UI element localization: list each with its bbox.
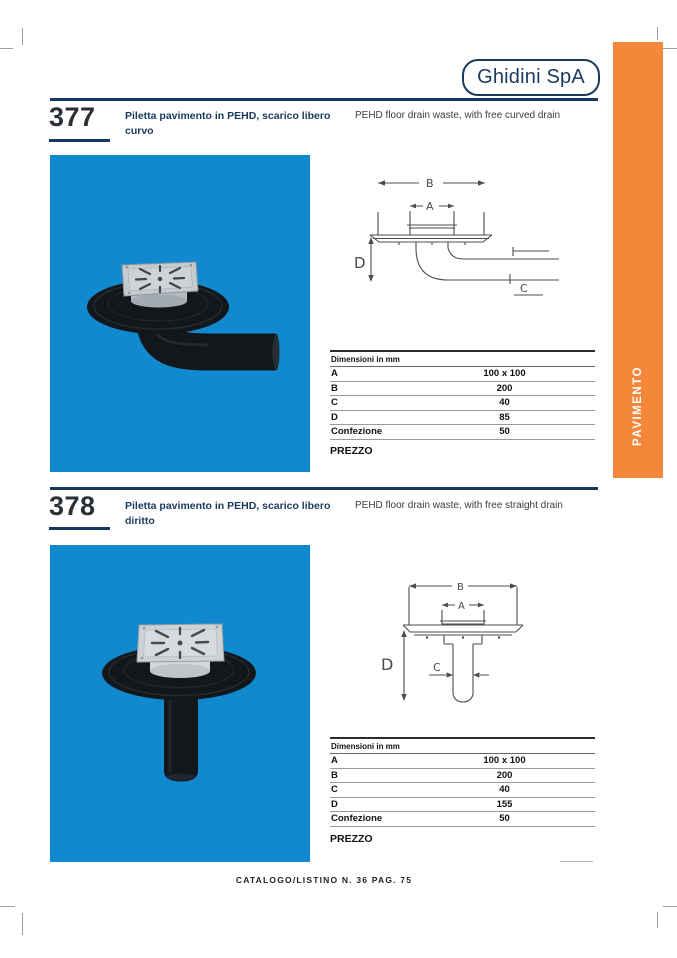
- product-photo-straight-drain: [50, 545, 310, 862]
- brand-logo-text: Ghidini SpA: [477, 66, 585, 88]
- crop-mark: [657, 912, 658, 928]
- product-code-underline: [49, 139, 110, 142]
- dimension-label: C: [331, 397, 338, 409]
- dimensions-table-header: Dimensioni in mm: [330, 739, 595, 754]
- brand-logo: [462, 59, 600, 96]
- header-rule: [50, 98, 598, 101]
- technical-diagram-straight-drain: [372, 565, 552, 715]
- table-row: [330, 396, 595, 411]
- dimensions-table: [330, 737, 595, 827]
- product-photo-curved-drain: [50, 155, 310, 472]
- diagram-label-c: C: [433, 661, 441, 674]
- dimension-label: Confezione: [331, 426, 383, 438]
- table-row: [330, 411, 595, 426]
- side-tab-pavimento: [613, 42, 663, 478]
- price-label: PREZZO: [330, 445, 373, 457]
- table-row: [330, 367, 595, 382]
- title-line: curvo: [125, 125, 154, 137]
- dimensions-table-header: Dimensioni in mm: [330, 352, 595, 367]
- diagram-label-b: B: [426, 177, 434, 190]
- crop-mark: [0, 906, 15, 907]
- product-code: 378: [49, 491, 96, 521]
- dimension-value: 100 x 100: [483, 755, 526, 767]
- dimension-value: 200: [496, 769, 513, 781]
- crop-mark: [22, 913, 23, 935]
- diagram-label-b: B: [457, 582, 464, 593]
- product-title-english: PEHD floor drain waste, with free straight drain: [355, 500, 563, 511]
- diagram-label-d: D: [354, 254, 366, 272]
- title-line: Piletta pavimento in PEHD, scarico libero: [125, 110, 331, 122]
- diagram-label-c: C: [520, 282, 528, 295]
- dimensions-table: [330, 350, 595, 440]
- dimension-value: 40: [499, 397, 510, 409]
- dimension-label: B: [331, 769, 338, 781]
- dimension-value: 155: [496, 798, 513, 810]
- table-row: [330, 798, 595, 813]
- table-row: [330, 769, 595, 784]
- edge-mark: [560, 861, 593, 862]
- diagram-label-a: A: [458, 601, 465, 612]
- dimension-label: B: [331, 382, 338, 394]
- price-label: PREZZO: [330, 833, 373, 845]
- title-line: diritto: [125, 515, 155, 527]
- diagram-label-a: A: [426, 200, 434, 213]
- dimension-value: 200: [496, 382, 513, 394]
- table-row: [330, 754, 595, 769]
- table-row: [330, 382, 595, 397]
- table-row: [330, 425, 595, 440]
- title-line: Piletta pavimento in PEHD, scarico libero: [125, 500, 331, 512]
- crop-mark: [663, 906, 677, 907]
- side-tab-label: PAVIMENTO: [632, 366, 644, 446]
- dimension-value: 100 x 100: [483, 368, 526, 380]
- table-row: [330, 812, 595, 827]
- crop-mark: [22, 28, 23, 45]
- dimension-value: 50: [499, 813, 510, 825]
- technical-diagram-curved-drain: [353, 168, 565, 310]
- dimension-label: A: [331, 755, 338, 767]
- table-row: [330, 783, 595, 798]
- crop-mark: [0, 48, 13, 49]
- product-code: 377: [49, 102, 96, 132]
- dimension-label: A: [331, 368, 338, 380]
- product-title-italian: [125, 499, 360, 529]
- dimension-label: C: [331, 784, 338, 796]
- product-title-english: PEHD floor drain waste, with free curved drain: [355, 110, 561, 121]
- footer-catalog-reference: CATALOGO/LISTINO N. 36 PAG. 75: [235, 875, 413, 885]
- crop-mark: [663, 48, 677, 49]
- dimension-value: 85: [499, 411, 510, 423]
- dimension-label: D: [331, 411, 338, 423]
- dimension-label: D: [331, 798, 338, 810]
- dimension-value: 40: [499, 784, 510, 796]
- section-divider: [50, 487, 598, 490]
- product-title-italian: [125, 109, 360, 139]
- dimension-value: 50: [499, 426, 510, 438]
- dimension-label: Confezione: [331, 813, 383, 825]
- crop-mark: [657, 27, 658, 40]
- product-code-underline: [49, 527, 110, 530]
- diagram-label-d: D: [381, 655, 394, 674]
